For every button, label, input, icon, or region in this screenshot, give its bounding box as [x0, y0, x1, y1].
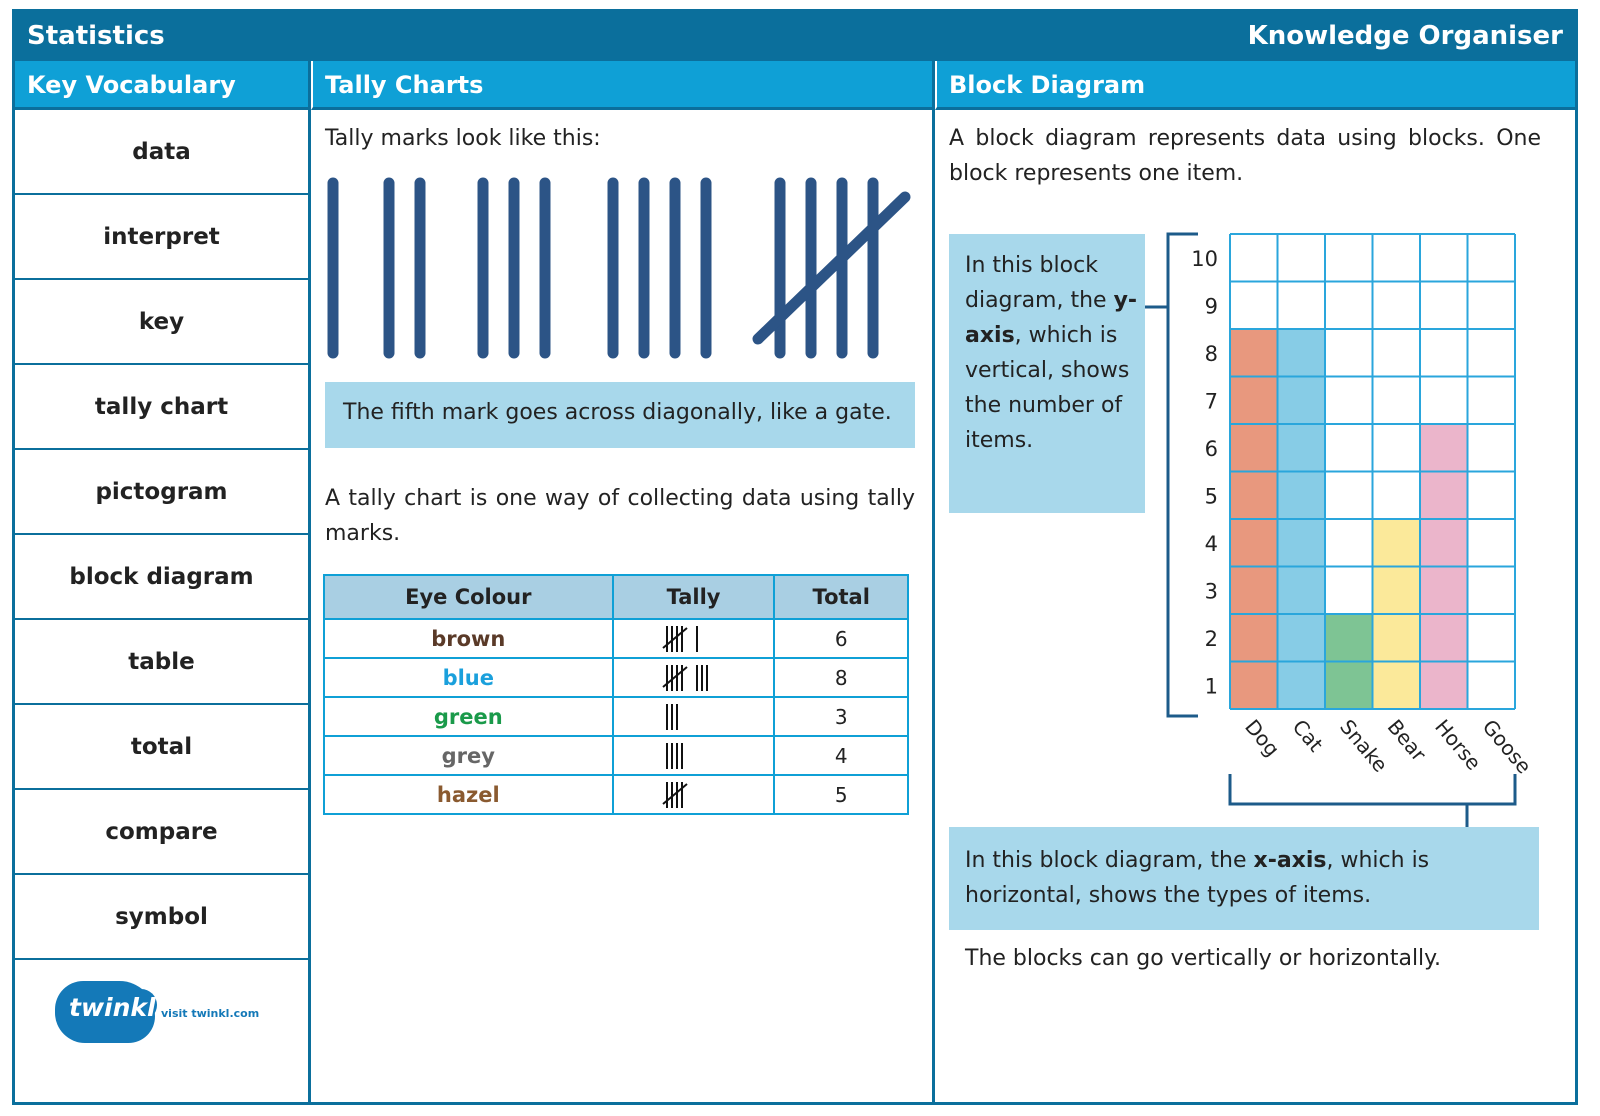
- tally-intro: Tally marks look like this:: [325, 126, 601, 151]
- eye-colour-cell: brown: [324, 619, 613, 658]
- page-title: Statistics: [27, 21, 165, 51]
- tally-cell: [613, 619, 775, 658]
- bar-block: [1278, 567, 1326, 615]
- y-tick-label: 8: [1204, 341, 1218, 366]
- callout-text: In this block diagram, the: [965, 848, 1254, 873]
- bar-block: [1278, 614, 1326, 662]
- bar-block: [1230, 519, 1278, 567]
- bar-block: [1373, 567, 1421, 615]
- block-intro: A block diagram represents data using blocks. One block represents one item.: [949, 126, 1541, 186]
- y-tick-label: 2: [1204, 626, 1218, 651]
- tally-group: [758, 183, 905, 353]
- callout-bold: x-axis: [1253, 848, 1327, 873]
- bar-block: [1420, 567, 1468, 615]
- table-row: [324, 775, 908, 814]
- bar-block: [1373, 519, 1421, 567]
- tally-cell: [613, 658, 775, 697]
- table-header-row: [324, 575, 908, 619]
- knowledge-organiser: [12, 9, 1578, 1105]
- vocabulary-item: key: [15, 280, 308, 365]
- y-tick-label: 6: [1204, 436, 1218, 461]
- x-axis-bracket: [1230, 774, 1515, 804]
- tally-cell: [613, 736, 775, 775]
- bar-block: [1230, 329, 1278, 377]
- bar-block: [1230, 424, 1278, 472]
- column-header: Total: [774, 575, 908, 619]
- y-tick-label: 9: [1204, 294, 1218, 319]
- bar-block: [1373, 662, 1421, 710]
- vocabulary-item: pictogram: [15, 450, 308, 535]
- bar-block: [1420, 424, 1468, 472]
- tally-glyph: [659, 661, 729, 695]
- table-row: [324, 736, 908, 775]
- x-tick-label: Dog: [1240, 714, 1285, 762]
- eye-colour-cell: green: [324, 697, 613, 736]
- x-tick-label: Horse: [1430, 714, 1486, 775]
- callout-bold: y-axis: [965, 288, 1138, 348]
- eye-colour-cell: blue: [324, 658, 613, 697]
- column-header: Tally: [613, 575, 775, 619]
- tally-glyph: [659, 700, 729, 734]
- logo-brand: twinkl: [69, 993, 156, 1022]
- x-axis-callout: [949, 827, 1539, 930]
- total-cell: 4: [774, 736, 908, 775]
- tally-group: [613, 183, 706, 353]
- block-heading: Block Diagram: [935, 61, 1575, 110]
- vocabulary-heading: Key Vocabulary: [15, 61, 308, 110]
- bar-block: [1373, 614, 1421, 662]
- vocabulary-item: symbol: [15, 875, 308, 960]
- y-tick-label: 4: [1204, 531, 1218, 556]
- block-outro: The blocks can go vertically or horizontally.: [965, 946, 1442, 971]
- bar-block: [1278, 424, 1326, 472]
- page-subtitle: Knowledge Organiser: [1247, 21, 1563, 51]
- tally-column: [311, 61, 935, 1102]
- tally-group: [483, 183, 545, 353]
- tally-glyph: [659, 778, 729, 812]
- title-bar: [15, 12, 1575, 61]
- total-cell: 5: [774, 775, 908, 814]
- eye-colour-table: [323, 574, 909, 815]
- column-header: Eye Colour: [324, 575, 613, 619]
- x-tick-label: Bear: [1382, 714, 1431, 766]
- bar-block: [1230, 472, 1278, 520]
- logo-visit-link[interactable]: visit twinkl.com: [161, 1007, 260, 1020]
- y-tick-label: 5: [1204, 484, 1218, 509]
- total-cell: 3: [774, 697, 908, 736]
- bar-block: [1230, 662, 1278, 710]
- total-cell: 8: [774, 658, 908, 697]
- tally-cell: [613, 697, 775, 736]
- fifth-mark-callout: The fifth mark goes across diagonally, like a gate.: [325, 382, 915, 448]
- vocabulary-item: tally chart: [15, 365, 308, 450]
- tally-cell: [613, 775, 775, 814]
- tally-group: [389, 183, 420, 353]
- total-cell: 6: [774, 619, 908, 658]
- vocabulary-item: data: [15, 110, 308, 195]
- callout-text: , which is horizontal, shows the types of items.: [965, 848, 1430, 908]
- x-tick-label: Goose: [1477, 714, 1537, 779]
- table-row: [324, 658, 908, 697]
- bar-block: [1420, 472, 1468, 520]
- y-axis-bracket: [1168, 234, 1198, 716]
- block-diagram-column: [935, 61, 1575, 1102]
- bar-block: [1278, 519, 1326, 567]
- bar-block: [1420, 614, 1468, 662]
- tally-paragraph: A tally chart is one way of collecting data using tally marks.: [325, 486, 915, 546]
- callout-text: , which is vertical, shows the number of items.: [965, 323, 1130, 453]
- x-tick-label: Snake: [1335, 714, 1393, 777]
- bar-block: [1325, 614, 1373, 662]
- vocabulary-item: compare: [15, 790, 308, 875]
- table-row: [324, 619, 908, 658]
- vocabulary-item: block diagram: [15, 535, 308, 620]
- y-tick-label: 10: [1191, 246, 1218, 271]
- tally-marks-illustration: [311, 171, 935, 361]
- vocabulary-item: total: [15, 705, 308, 790]
- bar-block: [1278, 329, 1326, 377]
- tally-glyph: [659, 739, 729, 773]
- y-tick-label: 7: [1204, 389, 1218, 414]
- twinkl-logo[interactable]: [55, 981, 285, 1051]
- vocabulary-item: interpret: [15, 195, 308, 280]
- bar-block: [1420, 519, 1468, 567]
- vocabulary-item: table: [15, 620, 308, 705]
- vocabulary-column: [15, 61, 311, 1102]
- bar-block: [1278, 377, 1326, 425]
- bar-block: [1278, 662, 1326, 710]
- bar-block: [1230, 377, 1278, 425]
- bar-block: [1278, 472, 1326, 520]
- eye-colour-cell: hazel: [324, 775, 613, 814]
- y-tick-label: 3: [1204, 579, 1218, 604]
- tally-heading: Tally Charts: [311, 61, 932, 110]
- y-tick-label: 1: [1204, 674, 1218, 699]
- bar-block: [1420, 662, 1468, 710]
- bar-block: [1230, 614, 1278, 662]
- eye-colour-cell: grey: [324, 736, 613, 775]
- table-row: [324, 697, 908, 736]
- callout-text: In this block diagram, the: [965, 253, 1114, 313]
- x-tick-label: Cat: [1287, 714, 1328, 757]
- bar-block: [1230, 567, 1278, 615]
- vocabulary-list: [15, 110, 308, 960]
- bar-block: [1325, 662, 1373, 710]
- tally-glyph: [659, 622, 729, 656]
